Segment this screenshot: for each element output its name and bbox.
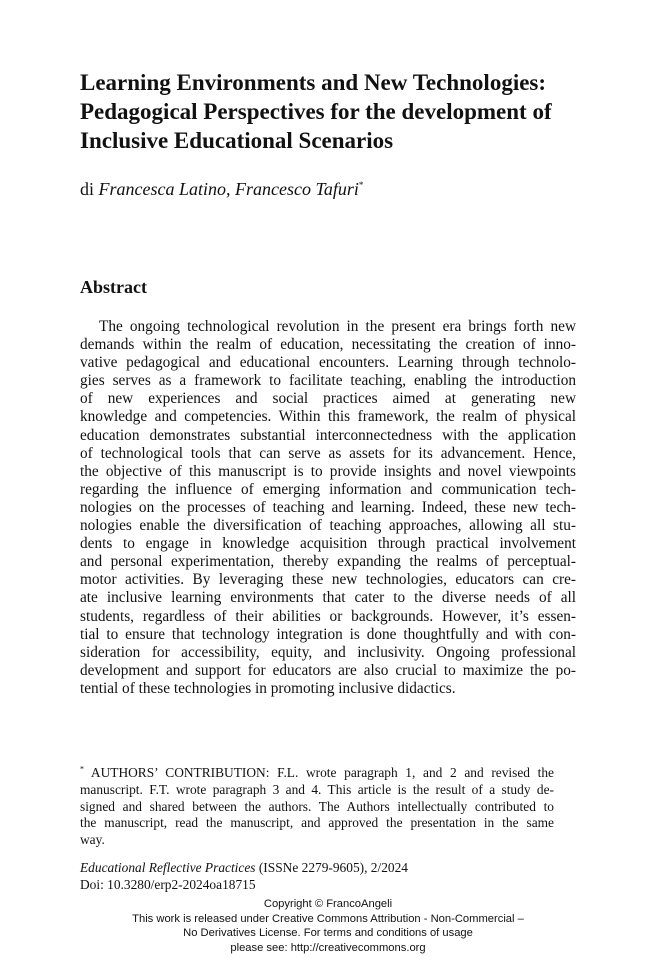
footnote-line: the manuscript, read the manuscript, and approved the presentation in the same (80, 815, 554, 831)
journal-name: Educational Reflective Practices (80, 860, 256, 875)
abstract-line: demands within the realm of education, necessitating the creation of inno- (80, 336, 576, 354)
footnote-line: signed and shared between the authors. The Authors intellectually contributed to (80, 798, 554, 814)
abstract-line: the objective of this manuscript is to provide insights and novel viewpoints (80, 462, 576, 480)
abstract-line: nologies on the processes of teaching and learning. Indeed, these new tech- (80, 498, 576, 516)
journal-details: (ISSNe 2279-9605), 2/2024 (255, 860, 408, 875)
abstract-line: of new experiences and social practices aimed at generating new (80, 390, 576, 408)
abstract-line: education demonstrates substantial interconnectedness with the application (80, 426, 576, 444)
footnote-line: way. (80, 832, 105, 848)
abstract-heading: Abstract (80, 277, 147, 297)
license-link-line: please see: http://creativecommons.org (230, 941, 426, 954)
abstract-line: dents to engage in knowledge acquisition through practical involvement (80, 535, 576, 553)
byline-prefix: di (80, 179, 95, 199)
abstract-line: students, regardless of their abilities or backgrounds. However, it’s essen- (80, 607, 576, 625)
footnote-mark: * (80, 764, 84, 774)
abstract-line: gies serves as a framework to facilitate teaching, enabling the introduction (80, 372, 576, 390)
abstract-line: regarding the influence of emerging information and communication tech- (80, 480, 576, 498)
abstract-line: tential of these technologies in promoting inclusive didactics. (80, 679, 456, 697)
abstract-line: nologies enable the diversification of teaching approaches, allowing all stu- (80, 517, 576, 535)
author-contribution-footnote (80, 765, 554, 849)
footnote-line (80, 765, 554, 782)
doi: Doi: 10.3280/erp2-2024oa18715 (80, 877, 256, 892)
title-line: Learning Environments and New Technologies: (80, 70, 547, 95)
license-line: This work is released under Creative Commons Attribution - Non-Commercial – (132, 912, 524, 925)
abstract-line: The ongoing technological revolution in the present era brings forth new (99, 318, 576, 335)
article-title (80, 68, 585, 155)
abstract-line: vative pedagogical and educational encounters. Learning through technolo- (80, 354, 576, 372)
author-footnote-mark: * (358, 180, 364, 190)
abstract-line: motor activities. By leveraging these new technologies, educators can cre- (80, 571, 576, 589)
abstract-line: ate inclusive learning environments that cater to the diverse needs of all (80, 589, 576, 607)
abstract-text (80, 318, 576, 698)
footnote-line: manuscript. F.T. wrote paragraph 3 and 4. This article is the result of a study de- (80, 781, 554, 797)
abstract-line: and personal experimentation, thereby expanding the realms of perceptual- (80, 553, 576, 571)
abstract-line: sideration for accessibility, equity, and inclusivity. Ongoing professional (80, 643, 576, 661)
license-line: No Derivatives License. For terms and conditions of usage (183, 927, 473, 940)
footnote-line-text: AUTHORS’ CONTRIBUTION: F.L. wrote paragraph 1, and 2 and revised the (90, 765, 555, 780)
abstract-line: of technological tools that can serve as assets for its advancement. Hence, (80, 444, 576, 462)
copyright-line: Copyright © FrancoAngeli (263, 898, 393, 910)
abstract-line: development and support for educators are also crucial to maximize the po- (80, 661, 576, 679)
license-notice (80, 897, 576, 955)
title-line: Inclusive Educational Scenarios (80, 128, 394, 153)
abstract-line: knowledge and competencies. Within this framework, the realm of physical (80, 408, 576, 426)
author-byline (80, 178, 363, 200)
journal-citation (80, 860, 408, 877)
author-names: Francesca Latino, Francesco Tafuri (98, 179, 359, 199)
title-line: Pedagogical Perspectives for the development of (80, 99, 552, 124)
abstract-line: tial to ensure that technology integration is done thoughtfully and with con- (80, 625, 576, 643)
